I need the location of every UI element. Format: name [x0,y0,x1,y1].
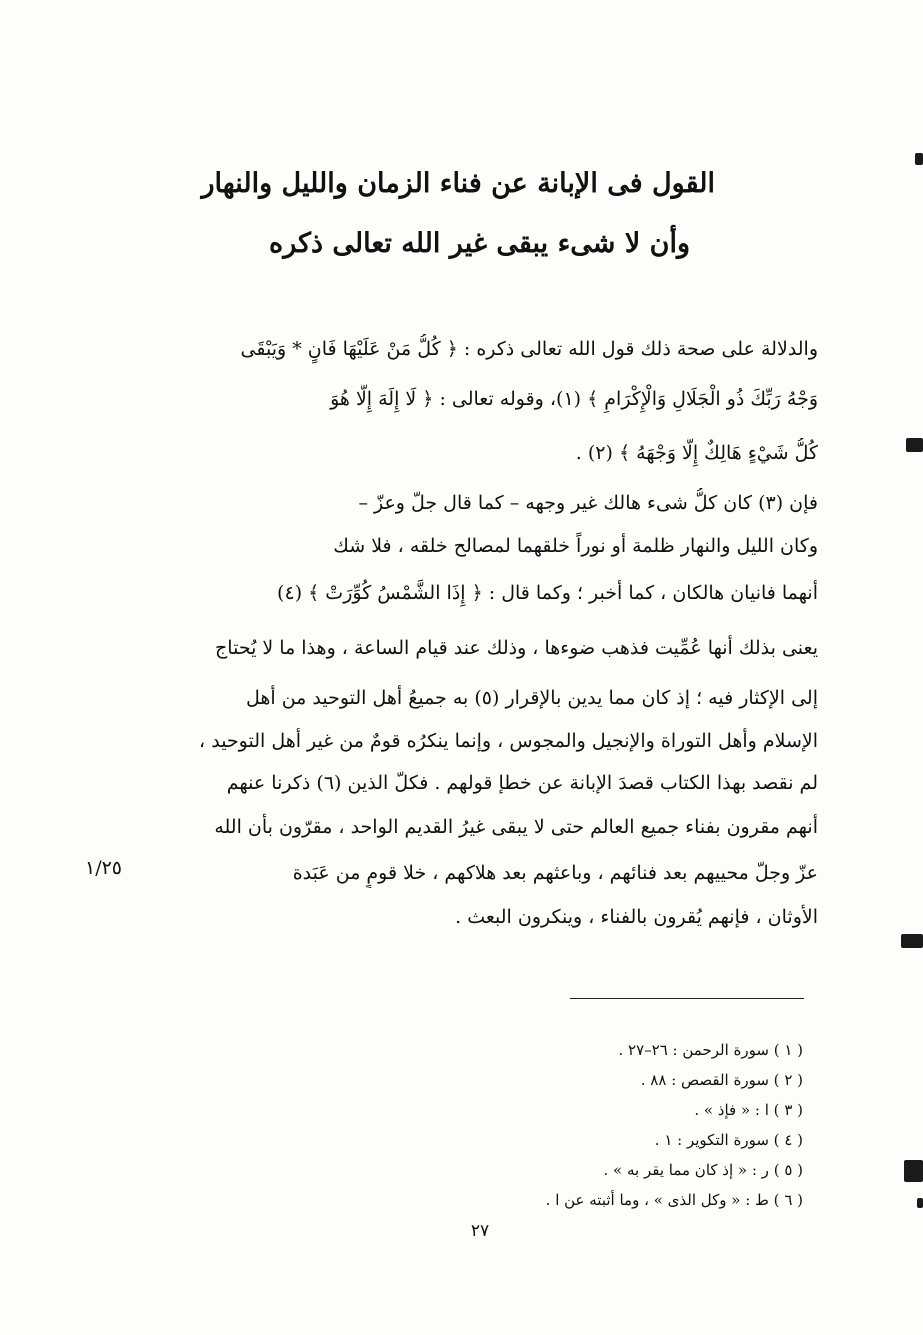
binding-mark [917,1198,923,1208]
page-number: ٢٧ [470,1221,490,1241]
binding-mark [915,153,923,165]
binding-mark [906,438,923,452]
body-text-line: أنهما فانيان هالكان ، كما أخبر ؛ وكما قال : ﴿ إِذَا الشَّمْسُ كُوِّرَتْ ﴾ (٤) [277,582,818,604]
footnote: ( ٣ ) ا : « فإذ » . [694,1101,803,1119]
chapter-heading-line-1: القول فى الإبانة عن فناء الزمان والليل والنهار [201,168,715,199]
footnote: ( ٤ ) سورة التكوير : ١ . [654,1131,803,1149]
body-text-line: وكان الليل والنهار ظلمة أو نوراً خلقهما لمصالح خلقه ، فلا شك [333,535,818,557]
body-text-line: عزّ وجلّ محييهم بعد فنائهم ، وباعثهم بعد هلاكهم ، خلا قومٍ من عَبَدة [292,862,818,884]
body-text-line: فإن (٣) كان كلُّ شىء هالك غير وجهه – كما قال جلّ وعزّ – [358,492,818,514]
binding-mark [901,934,923,948]
footnote: ( ٢ ) سورة القصص : ٨٨ . [640,1071,803,1089]
margin-reference: ١/٢٥ [85,857,123,879]
body-text-line: إلى الإكثار فيه ؛ إذ كان مما يدين بالإقرار (٥) به جميعُ أهل التوحيد من أهل [245,687,818,709]
body-text-line: الإسلام وأهل التوراة والإنجيل والمجوس ، وإنما ينكرُه قومٌ من غير أهل التوحيد ، [199,730,818,752]
body-text-line: كُلُّ شَيْءٍ هَالِكٌ إِلَّا وَجْهَهُ ﴾ (٢) . [575,442,818,464]
body-text-line: الأوثان ، فإنهم يُقرون بالفناء ، وينكرون البعث . [455,906,818,928]
binding-mark [904,1160,923,1182]
body-text-line: أنهم مقرون بفناء جميع العالم حتى لا يبقى غيرُ القديم الواحد ، مقرّون بأن الله [214,816,818,838]
body-text-line: يعنى بذلك أنها عُمِّيت فذهب ضوءها ، وذلك عند قيام الساعة ، وهذا ما لا يُحتاج [215,637,818,659]
footnote: ( ٥ ) ر : « إذ كان مما يقر به » . [603,1161,803,1179]
footnote: ( ١ ) سورة الرحمن : ٢٦–٢٧ . [618,1041,803,1059]
footnote: ( ٦ ) ط : « وكل الذى » ، وما أثبته عن ا . [545,1191,803,1209]
body-text-line: والدلالة على صحة ذلك قول الله تعالى ذكره : ﴿ كُلُّ مَنْ عَلَيْهَا فَانٍ * وَيَبْقَى [240,338,818,360]
body-text-line: لم نقصد بهذا الكتاب قصدَ الإبانة عن خطإ قولهم . فكلّ الذين (٦) ذكرنا عنهم [226,772,818,794]
chapter-heading-line-2: وأن لا شىء يبقى غير الله تعالى ذكره [269,228,690,259]
footnote-separator [570,998,804,999]
body-text-line: وَجْهُ رَبِّكَ ذُو الْجَلَالِ وَالْإِكْرَامِ ﴾ (١)، وقوله تعالى : ﴿ لَا إِلَهَ إِلَّا هُوَ [330,388,818,410]
